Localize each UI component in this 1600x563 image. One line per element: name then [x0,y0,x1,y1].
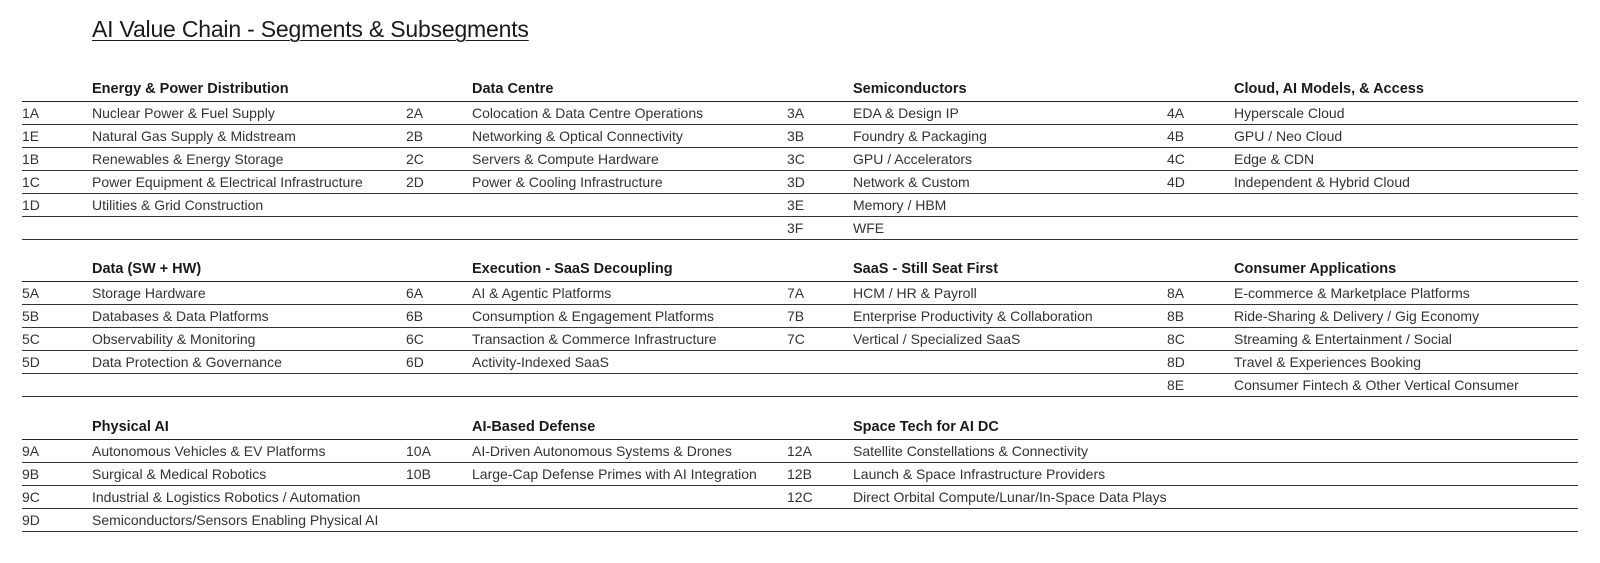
table-row [22,217,1578,240]
subsegment-code: 8E [1167,377,1185,393]
subsegment-code: 6A [406,285,424,301]
segment-group-1 [22,78,1578,240]
subsegment-label: Colocation & Data Centre Operations [472,105,704,121]
subsegment-code: 10B [406,466,431,482]
subsegment-label: Semiconductors/Sensors Enabling Physical AI [92,512,379,528]
subsegment-label: Networking & Optical Connectivity [472,128,683,144]
subsegment-label: Launch & Space Infrastructure Providers [853,466,1106,482]
table-row [22,486,1578,509]
subsegment-label: GPU / Neo Cloud [1234,128,1343,144]
table-row [22,440,1578,463]
subsegment-code: 7C [787,331,805,347]
subsegment-label: Memory / HBM [853,197,947,213]
subsegment-label: Hyperscale Cloud [1234,105,1345,121]
segment-title: Execution - SaaS Decoupling [472,261,673,277]
segment-title: Consumer Applications [1234,261,1397,277]
subsegment-code: 2A [406,105,424,121]
segment-title: Space Tech for AI DC [853,419,999,435]
subsegment-label: GPU / Accelerators [853,151,973,167]
subsegment-label: E-commerce & Marketplace Platforms [1234,285,1470,301]
subsegment-code: 9C [22,489,40,505]
subsegment-label: Natural Gas Supply & Midstream [92,128,296,144]
subsegment-code: 9A [22,443,40,459]
subsegment-label: Renewables & Energy Storage [92,151,284,167]
table-row [22,171,1578,194]
subsegment-code: 8D [1167,354,1185,370]
subsegment-label: Consumer Fintech & Other Vertical Consumer [1234,377,1519,393]
subsegment-code: 3E [787,197,805,213]
table-row [22,125,1578,148]
table-row [22,102,1578,125]
subsegment-code: 3F [787,220,804,236]
subsegment-label: Industrial & Logistics Robotics / Automation [92,489,361,505]
segment-title: Energy & Power Distribution [92,81,289,97]
subsegment-label: Storage Hardware [92,285,206,301]
subsegment-code: 6C [406,331,424,347]
subsegment-label: Consumption & Engagement Platforms [472,308,715,324]
subsegment-code: 3A [787,105,805,121]
subsegment-code: 5D [22,354,40,370]
segment-header-row [22,78,1578,102]
subsegment-code: 6B [406,308,424,324]
segment-title: Cloud, AI Models, & Access [1234,81,1424,97]
segment-title: SaaS - Still Seat First [853,261,999,277]
subsegment-code: 4D [1167,174,1185,190]
segment-title: Data Centre [472,81,554,97]
subsegment-label: Enterprise Productivity & Collaboration [853,308,1093,324]
segment-title: Data (SW + HW) [92,261,202,277]
subsegment-label: Direct Orbital Compute/Lunar/In-Space Data Plays [853,489,1167,505]
subsegment-label: HCM / HR & Payroll [853,285,977,301]
subsegment-code: 2B [406,128,424,144]
subsegment-label: Activity-Indexed SaaS [472,354,609,370]
table-row [22,194,1578,217]
segment-header-row [22,258,1578,282]
subsegment-code: 7A [787,285,805,301]
subsegment-code: 8A [1167,285,1185,301]
subsegment-code: 2D [406,174,424,190]
subsegment-code: 10A [406,443,431,459]
subsegment-code: 3C [787,151,805,167]
subsegment-label: Satellite Constellations & Connectivity [853,443,1089,459]
subsegment-code: 9B [22,466,40,482]
subsegment-label: Autonomous Vehicles & EV Platforms [92,443,326,459]
subsegment-code: 3D [787,174,805,190]
subsegment-label: Streaming & Entertainment / Social [1234,331,1452,347]
subsegment-code: 2C [406,151,424,167]
table-row [22,509,1578,532]
subsegment-code: 8B [1167,308,1185,324]
subsegment-code: 1C [22,174,40,190]
subsegment-code: 4B [1167,128,1185,144]
subsegment-code: 6D [406,354,424,370]
subsegment-code: 3B [787,128,805,144]
subsegment-code: 1B [22,151,40,167]
subsegment-code: 1A [22,105,40,121]
segment-title: AI-Based Defense [472,419,596,435]
subsegment-label: Large-Cap Defense Primes with AI Integration [472,466,757,482]
subsegment-code: 9D [22,512,40,528]
table-row [22,328,1578,351]
subsegment-code: 5A [22,285,40,301]
subsegment-label: AI-Driven Autonomous Systems & Drones [472,443,732,459]
table-row [22,305,1578,328]
subsegment-label: Surgical & Medical Robotics [92,466,267,482]
subsegment-code: 5B [22,308,40,324]
subsegment-code: 1E [22,128,40,144]
subsegment-label: Travel & Experiences Booking [1234,354,1422,370]
subsegment-label: Databases & Data Platforms [92,308,269,324]
subsegment-label: Vertical / Specialized SaaS [853,331,1021,347]
subsegment-code: 4C [1167,151,1185,167]
segment-group-3 [22,416,1578,532]
subsegment-label: Edge & CDN [1234,151,1315,167]
segment-title: Physical AI [92,419,169,435]
table-row [22,148,1578,171]
subsegment-label: Utilities & Grid Construction [92,197,264,213]
subsegment-code: 5C [22,331,40,347]
subsegment-label: Network & Custom [853,174,970,190]
subsegment-label: EDA & Design IP [853,105,959,121]
subsegment-code: 4A [1167,105,1185,121]
subsegment-label: Nuclear Power & Fuel Supply [92,105,275,121]
subsegment-label: Ride-Sharing & Delivery / Gig Economy [1234,308,1480,324]
subsegment-label: Independent & Hybrid Cloud [1234,174,1410,190]
subsegment-label: Servers & Compute Hardware [472,151,659,167]
subsegment-code: 12B [787,466,812,482]
subsegment-label: Foundry & Packaging [853,128,987,144]
table-row [22,351,1578,374]
subsegment-label: Power & Cooling Infrastructure [472,174,663,190]
subsegment-code: 12A [787,443,812,459]
table-row [22,282,1578,305]
subsegment-code: 7B [787,308,805,324]
segment-header-row [22,416,1578,440]
page-title: AI Value Chain - Segments & Subsegments [92,16,529,42]
subsegment-label: Power Equipment & Electrical Infrastructure [92,174,363,190]
subsegment-label: Data Protection & Governance [92,354,282,370]
subsegment-label: WFE [853,220,885,236]
subsegment-code: 8C [1167,331,1185,347]
subsegment-code: 1D [22,197,40,213]
segment-title: Semiconductors [853,81,967,97]
subsegment-label: Transaction & Commerce Infrastructure [472,331,717,347]
subsegment-label: AI & Agentic Platforms [472,285,612,301]
table-row [22,463,1578,486]
subsegment-label: Observability & Monitoring [92,331,256,347]
table-row [22,374,1578,397]
segment-group-2 [22,258,1578,397]
subsegment-code: 12C [787,489,813,505]
